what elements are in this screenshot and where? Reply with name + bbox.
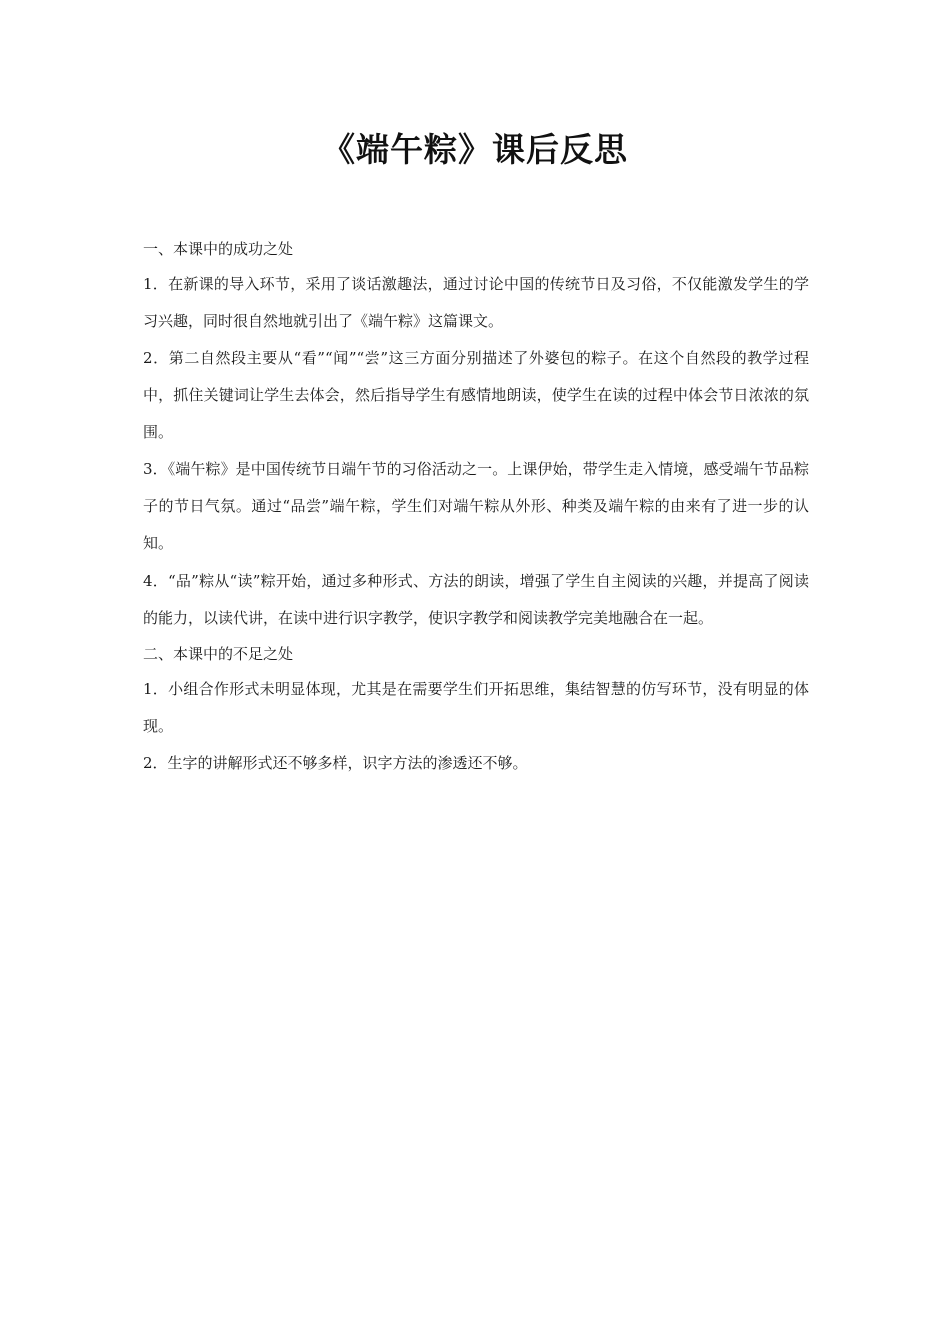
section-success bbox=[143, 232, 809, 637]
document-body bbox=[143, 232, 809, 782]
paragraph-item: 1．小组合作形式未明显体现，尤其是在需要学生们开拓思维，集结智慧的仿写环节，没有明显的体现。 bbox=[143, 680, 809, 735]
paragraph-item: 4．“品”粽从“读”粽开始，通过多种形式、方法的朗读，增强了学生自主阅读的兴趣，并提高了阅读的能力，以读代讲，在读中进行识字教学，使识字教学和阅读教学完美地融合在一起。 bbox=[143, 572, 809, 627]
section-heading: 一、本课中的成功之处 bbox=[143, 240, 294, 258]
paragraph-item: 3．《端午粽》是中国传统节日端午节的习俗活动之一。上课伊始，带学生走入情境，感受端午节品粽子的节日气氛。通过“品尝”端午粽，学生们对端午粽从外形、种类及端午粽的由来有了进一步的认知。 bbox=[143, 460, 809, 552]
document-title: 《端午粽》课后反思 bbox=[322, 130, 628, 169]
paragraph-item: 2．生字的讲解形式还不够多样，识字方法的渗透还不够。 bbox=[143, 754, 528, 772]
paragraph-item: 2．第二自然段主要从“看”“闻”“尝”这三方面分别描述了外婆包的粽子。在这个自然段的教学过程中，抓住关键词让学生去体会，然后指导学生有感情地朗读，使学生在读的过程中体会节日浓浓的氛围。 bbox=[143, 349, 809, 441]
section-shortcomings bbox=[143, 637, 809, 782]
section-heading: 二、本课中的不足之处 bbox=[143, 645, 294, 663]
paragraph-item: 1．在新课的导入环节，采用了谈话激趣法，通过讨论中国的传统节日及习俗，不仅能激发学生的学习兴趣，同时很自然地就引出了《端午粽》这篇课文。 bbox=[143, 275, 809, 330]
